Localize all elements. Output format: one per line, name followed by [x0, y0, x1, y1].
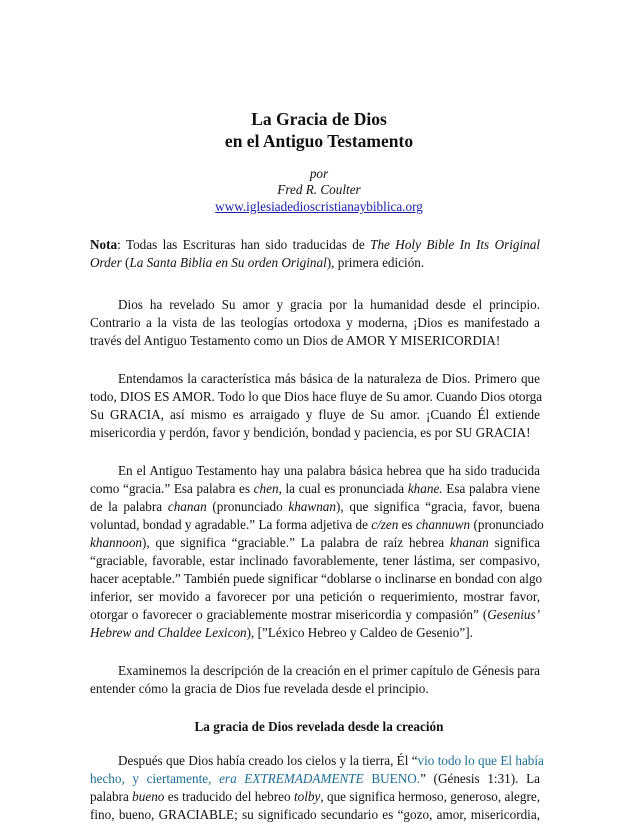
p3-line-3	[90, 498, 540, 516]
hebrew-word-channuwn: channuwn	[415, 517, 471, 532]
p5-line-4: fino, bueno, GRACIABLE; su significado secundario es “gozo, amor, misericordia,	[90, 807, 540, 822]
hebrew-word-khanan: khanan	[449, 535, 489, 550]
hebrew-word-tolby: tolby	[293, 789, 321, 804]
p1-line-2: Contrario a la vista de las teologías ortodoxa y moderna, ¡Dios es manifestado a	[90, 315, 540, 330]
lexicon-title-end: Hebrew and Chaldee Lexicon	[90, 625, 247, 640]
scripture-quote-emphasis: era EXTREMADAMENTE	[219, 771, 364, 786]
p5-text: palabra	[90, 789, 133, 804]
p5-line-3	[90, 788, 540, 806]
hebrew-word-czen: c/zen	[371, 517, 399, 532]
nota-line-2	[90, 254, 540, 272]
p3-text: (pronunciado	[470, 517, 544, 532]
p2-line-1: Entendamos la característica más básica de la naturaleza de Dios. Primero que	[118, 371, 540, 386]
nota-spanish-title: La Santa Biblia en Su orden Original	[129, 255, 327, 270]
p5-text: es traducido del hebreo	[164, 789, 294, 804]
p3-line-1: En el Antiguo Testamento hay una palabra básica hebrea que ha sido traducida	[118, 463, 540, 478]
hebrew-word-chanan: chanan	[167, 499, 207, 514]
nota-label: Nota	[90, 237, 118, 252]
scripture-quote: BUENO.	[363, 771, 421, 786]
p3-text: , la cual es pronunciada	[278, 481, 408, 496]
website-link[interactable]: www.iglesiadedioscristianaybiblica.org	[215, 199, 423, 214]
byline-author: Fred R. Coulter	[277, 182, 361, 197]
byline-website[interactable]	[0, 199, 638, 215]
p2-line-4: misericordia y perdón, favor y bendición, bondad y paciencia, es por SU GRACIA!	[90, 425, 531, 440]
nota-paren-open: (	[121, 255, 130, 270]
p5-text: , que significa hermoso, generoso, alegre,	[320, 789, 540, 804]
p3-line-7: hacer aceptable.” También puede significar “doblarse o inclinarse en bondad con algo	[90, 571, 543, 586]
nota-bible-title: The Holy Bible In Its Original	[370, 237, 540, 252]
scripture-reference: ” (Génesis 1:31). La	[420, 771, 540, 786]
p1-line-1: Dios ha revelado Su amor y gracia por la humanidad desde el principio.	[118, 297, 540, 312]
p4-line-1: Examinemos la descripción de la creación en el primer capítulo de Génesis para	[118, 663, 540, 678]
p3-line-5	[90, 534, 540, 552]
scripture-quote: vio todo lo que El había	[417, 753, 544, 768]
p1-line-3: través del Antiguo Testamento como un Dios de AMOR Y MISERICORDIA!	[90, 333, 501, 348]
p3-text: voluntad, bondad y agradable.” La forma adjetiva de	[90, 517, 372, 532]
pronunciation-khannoon: khannoon	[90, 535, 143, 550]
p3-text: ), [”Léxico Hebreo y Caldeo de Gesenio”].	[246, 625, 473, 640]
word-bueno: bueno	[132, 789, 165, 804]
section-heading: La gracia de Dios revelada desde la creación	[194, 719, 444, 734]
p2-line-3: Su GRACIA, así mismo es arraigado y fluye de Su amor. ¡Cuando Él extiende	[90, 407, 540, 422]
p3-text: ), que significa “gracia, favor, buena	[335, 499, 540, 514]
nota-edition: ), primera edición.	[326, 255, 425, 270]
p3-line-2	[90, 480, 540, 498]
p3-line-9	[90, 606, 540, 624]
p5-line-1	[118, 752, 544, 770]
p5-text: Después que Dios había creado los cielos y la tierra, Él “	[118, 753, 418, 768]
document-title-line-1: La Gracia de Dios	[251, 109, 387, 129]
p3-line-6: “graciable, favorable, estar inclinado favorablemente, tener lástima, ser compasivo,	[90, 553, 540, 568]
p3-text: significa	[488, 535, 540, 550]
lexicon-title-start: Gesenius’	[487, 607, 540, 622]
p3-text: es	[398, 517, 416, 532]
scripture-quote: hecho, y ciertamente,	[90, 771, 220, 786]
p2-line-2: todo, DIOS ES AMOR. Todo lo que Dios hace fluye de Su amor. Cuando Dios otorga	[90, 389, 543, 404]
byline-por: por	[309, 166, 329, 181]
hebrew-word-chen: chen	[253, 481, 279, 496]
document-title-line-2: en el Antiguo Testamento	[224, 131, 414, 151]
p3-text: de la palabra	[90, 499, 168, 514]
p3-line-10	[90, 624, 540, 642]
p3-text: ), que significa “graciable.” La palabra de raíz hebrea	[142, 535, 450, 550]
p3-text: (pronunciado	[206, 499, 289, 514]
p3-line-4	[90, 516, 544, 534]
nota-bible-title-end: Order	[90, 255, 122, 270]
nota-line-1	[90, 236, 540, 254]
p3-text: Esa palabra viene	[442, 481, 540, 496]
pronunciation-khane: khane.	[407, 481, 443, 496]
nota-text: : Todas las Escrituras han sido traducidas de	[117, 237, 371, 252]
p3-line-8: inferior, ser movido a favorecer por una petición o requerimiento, mostrar favor,	[90, 589, 540, 604]
p4-line-2: entender cómo la gracia de Dios fue revelada desde el principio.	[90, 681, 429, 696]
pronunciation-khawnan: khawnan	[288, 499, 336, 514]
p3-text: como “gracia.” Esa palabra es	[90, 481, 254, 496]
p5-line-2	[90, 770, 540, 788]
p3-text: otorgar o favorecer o graciablemente mostrar misericordia y compasión” (	[90, 607, 488, 622]
